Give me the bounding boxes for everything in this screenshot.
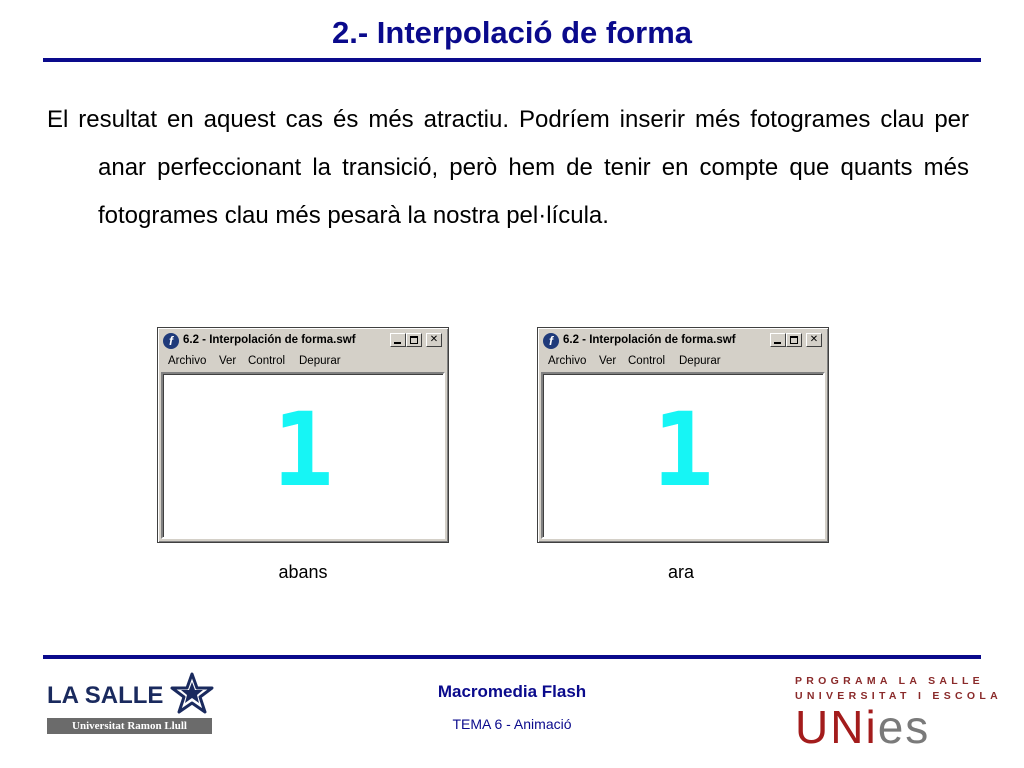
menu-depurar[interactable]: Depurar bbox=[299, 355, 341, 367]
minimize-icon[interactable] bbox=[390, 333, 406, 347]
window-title: 6.2 - Interpolación de forma.swf bbox=[563, 334, 736, 346]
unies-logo bbox=[795, 675, 1002, 753]
caption-after: ara bbox=[667, 562, 694, 582]
minimize-icon[interactable] bbox=[770, 333, 786, 347]
window-titlebar[interactable] bbox=[160, 330, 446, 352]
caption-before: abans bbox=[278, 562, 328, 582]
flash-window-after[interactable] bbox=[537, 327, 829, 543]
programa-line-2: UNIVERSITAT I ESCOLA bbox=[795, 690, 1002, 702]
stage-number: 1 bbox=[272, 391, 334, 510]
title-divider bbox=[43, 58, 981, 62]
maximize-icon[interactable] bbox=[406, 333, 422, 347]
footer-topic: TEMA 6 - Animació bbox=[452, 716, 572, 732]
footer-divider bbox=[43, 655, 981, 659]
flash-window-before[interactable] bbox=[157, 327, 449, 543]
menu-ver[interactable]: Ver bbox=[219, 355, 237, 367]
lasalle-university: Universitat Ramon Llull bbox=[47, 718, 212, 734]
menu-control[interactable]: Control bbox=[628, 355, 666, 367]
footer-course-title: Macromedia Flash bbox=[437, 682, 587, 701]
lasalle-name: LA SALLE bbox=[47, 682, 164, 709]
flash-player-icon: f bbox=[543, 333, 559, 349]
menu-bar bbox=[162, 352, 444, 372]
menu-bar bbox=[542, 352, 824, 372]
flash-player-icon: f bbox=[163, 333, 179, 349]
menu-ver[interactable]: Ver bbox=[599, 355, 617, 367]
close-icon[interactable]: ✕ bbox=[806, 333, 822, 347]
slide-title: 2.- Interpolació de forma bbox=[331, 15, 692, 50]
maximize-icon[interactable] bbox=[786, 333, 802, 347]
unies-wordmark: UNies bbox=[795, 701, 931, 753]
menu-archivo[interactable]: Archivo bbox=[168, 355, 207, 367]
window-title: 6.2 - Interpolación de forma.swf bbox=[183, 334, 356, 346]
body-paragraph: El resultat en aquest cas és més atractiu. Podríem inserir més fotogrames clau per anar perfeccionant la transició, però hem de tenir en compte que quants més fotogrames clau més pesarà la nostra pel·lícula. bbox=[47, 106, 969, 229]
close-icon[interactable]: ✕ bbox=[426, 333, 442, 347]
menu-depurar[interactable]: Depurar bbox=[679, 355, 721, 367]
flash-stage[interactable] bbox=[541, 372, 825, 539]
menu-control[interactable]: Control bbox=[248, 355, 286, 367]
programa-line-1: PROGRAMA LA SALLE bbox=[795, 675, 984, 687]
window-titlebar[interactable] bbox=[540, 330, 826, 352]
flash-stage[interactable] bbox=[161, 372, 445, 539]
menu-archivo[interactable]: Archivo bbox=[548, 355, 587, 367]
stage-number: 1 bbox=[652, 391, 714, 510]
